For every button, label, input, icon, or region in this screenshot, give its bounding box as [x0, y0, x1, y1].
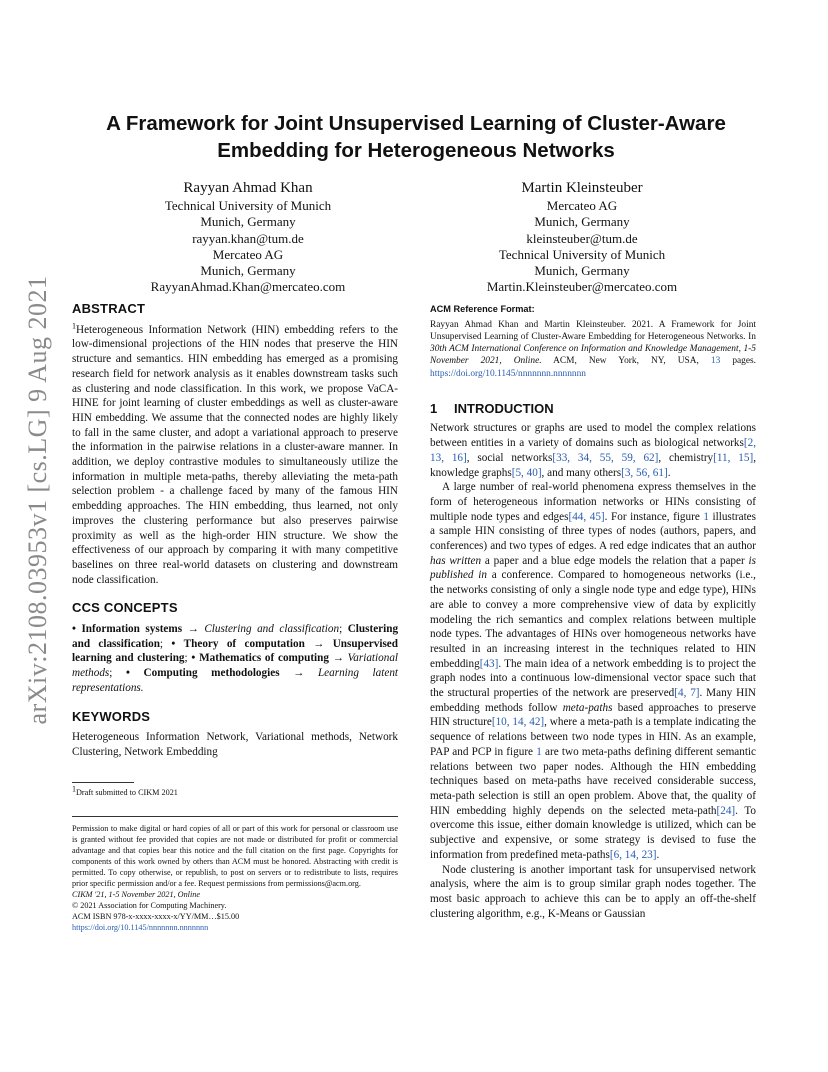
citation-link[interactable]: [10, 14, 42]: [491, 716, 545, 729]
intro-text: A large number of real-world phenomena express themselves in the form of heterogeneous information networks or HINs consisting of multiple node types and edges: [430, 481, 756, 523]
section-title: INTRODUCTION: [454, 400, 554, 416]
citation-link[interactable]: [5, 40]: [511, 466, 542, 479]
intro-text: .: [656, 848, 660, 861]
intro-text: are two meta-paths defining different semantic relations between two paper nodes. Although the HIN embedding techniques based on meta-paths have received considerable success, meta-path selection is still an open problem. Above that, the quality of HIN embedding highly depends on the selected meta-path: [430, 745, 757, 817]
intro-text: . For instance, figure: [604, 510, 704, 523]
ccs-arrow: →: [332, 652, 344, 665]
abstract-section: [72, 302, 398, 587]
emphasis-text: is published in: [430, 554, 756, 582]
ccs-concept: Clustering and classification: [204, 623, 340, 636]
permission-notice: [72, 816, 398, 933]
citation-link[interactable]: [11, 15]: [713, 451, 754, 464]
author-affiliation: Mercateo AG: [212, 246, 284, 262]
footnote-number: 1: [72, 783, 76, 793]
footnote-marker: 1: [72, 320, 76, 330]
footnote-divider: [72, 782, 134, 783]
keywords-heading: KEYWORDS: [72, 708, 151, 724]
ccs-category: Theory of computation: [183, 637, 305, 650]
intro-text: Network structures or graphs are used to model the complex relations between entities in a variety of domains such as biological networks: [430, 422, 756, 450]
intro-paragraph-2: [430, 480, 756, 862]
intro-text: illustrates a sample HIN consisting of three types of nodes (authors, papers, and conferences) and two types of edges. A red edge indicates that an author: [430, 510, 757, 553]
ccs-arrow: →: [187, 623, 199, 636]
intro-text: based approaches to preserve HIN structure: [430, 701, 756, 729]
ccs-concept-bold: Clustering and classification: [72, 623, 399, 650]
figure-ref-link[interactable]: 1: [703, 510, 709, 523]
ccs-bullet: •: [171, 637, 176, 650]
acm-reference-doi-link[interactable]: https://doi.org/10.1145/nnnnnnn.nnnnnnn: [430, 368, 586, 379]
author-block-1: [108, 178, 388, 296]
ccs-concept: Learning latent representations.: [72, 667, 399, 694]
acm-reference-heading: ACM Reference Format:: [430, 304, 535, 314]
ccs-arrow: →: [293, 667, 305, 680]
author-affiliation: Mercateo AG: [546, 198, 618, 213]
intro-text: , and many others: [541, 466, 622, 479]
author-affiliation: Technical University of Munich: [164, 198, 332, 213]
arxiv-identifier: arXiv:2108.03953v1 [cs.LG] 9 Aug 2021: [23, 275, 52, 725]
intro-text: . The main idea of a network embedding is to project the graph nodes into a continuous low-dimensional vector space such that the structural properties of the network are preserved: [430, 657, 756, 700]
emphasis-text: meta-paths: [562, 701, 613, 714]
citation-link[interactable]: [2, 13, 16]: [430, 437, 756, 464]
author-location: Munich, Germany: [200, 214, 296, 230]
ccs-category: Computing methodologies: [143, 667, 280, 680]
acm-reference-publisher: ACM, New York, NY, USA,: [541, 356, 711, 367]
author-location: Munich, Germany: [200, 263, 296, 279]
intro-text: , social networks: [466, 451, 553, 464]
figure-ref-link[interactable]: 1: [536, 745, 542, 758]
ccs-bullet: •: [191, 652, 196, 665]
citation-link[interactable]: [44, 45]: [568, 510, 605, 523]
intro-paragraph-3: Node clustering is another important task for unsupervised network analysis, where the aim is to group similar graph nodes together. The most basic approach to achieve this can be to apply an off-the-shelf clustering algorithm, e.g., K-Means or Gaussian: [430, 863, 756, 920]
keywords-section: [72, 710, 398, 760]
author-block-2: [442, 178, 722, 296]
intro-paragraph-1: [430, 421, 756, 480]
acm-reference-pages-label: pages.: [720, 356, 757, 367]
acm-reference-text: [430, 319, 756, 380]
footnote-text: Draft submitted to CIKM 2021: [76, 787, 178, 797]
ccs-concepts-section: [72, 601, 398, 695]
citation-link[interactable]: [33, 34, 55, 59, 62]: [552, 451, 659, 464]
intro-text: a conference. Compared to homogeneous networks (i.e., the networks consisting of only a single node type and edge type), HINs are able to convey a more comprehensive view of data by explicitly modeling the rich semantics and complex relations between multiple node types. The advantages of HINs over homogeneous networks have resulted in an increasing interest in the techniques related to HIN embedding: [430, 569, 756, 670]
copyright-line: © 2021 Association for Computing Machinery.: [72, 900, 227, 910]
author-name: Rayyan Ahmad Khan: [183, 180, 313, 196]
author-email: Martin.Kleinsteuber@mercateo.com: [486, 279, 678, 295]
ccs-bullet: •: [72, 623, 76, 636]
paper-title: A Framework for Joint Unsupervised Learning of Cluster-Aware Embedding for Heterogeneous Networks: [106, 112, 726, 162]
acm-reference-venue: 30th ACM International Conference on Information and Knowledge Management, 1-5 November 2021, Online.: [430, 344, 756, 367]
conference-line: CIKM '21, 1-5 November 2021, Online: [72, 889, 200, 899]
abstract-heading: ABSTRACT: [72, 301, 146, 316]
author-name: Martin Kleinsteuber: [521, 180, 643, 196]
introduction-heading: [430, 402, 756, 417]
ccs-concept: Variational methods: [72, 652, 399, 680]
acm-reference-pages[interactable]: 13: [710, 356, 721, 367]
keywords-text: Heterogeneous Information Network, Variational methods, Network Clustering, Network Embedding: [72, 731, 398, 758]
acm-reference-authors: Rayyan Ahmad Khan and Martin Kleinsteuber. 2021. A Framework for Joint Unsupervised Learning of Cluster-Aware Embedding for Heterogeneous Networks. In: [430, 319, 756, 342]
ccs-category: Mathematics of computing: [199, 652, 329, 665]
arxiv-stamp: [4, 0, 64, 1072]
intro-text: . Many HIN embedding methods follow: [430, 687, 756, 714]
right-column: [430, 302, 756, 921]
author-affiliation: Technical University of Munich: [498, 246, 666, 262]
author-email: RayyanAhmad.Khan@mercateo.com: [150, 279, 346, 295]
author-email: rayyan.khan@tum.de: [192, 230, 304, 246]
abstract-text: [72, 320, 398, 588]
section-number: 1: [430, 400, 438, 416]
citation-link[interactable]: [3, 56, 61]: [621, 466, 668, 479]
intro-text: , chemistry: [658, 451, 714, 464]
ccs-bullet: •: [126, 667, 130, 680]
ccs-concept: Unsupervised learning and clustering: [72, 637, 398, 665]
intro-text: . To overcome this issue, either domain knowledge is utilized, which can be subjective and expensive, or some strategy is devised to fuse the information from predefined meta-paths: [430, 804, 756, 861]
author-location: Munich, Germany: [534, 214, 630, 230]
author-location: Munich, Germany: [534, 263, 630, 279]
emphasis-text: has written: [430, 554, 482, 567]
intro-text: a paper and a blue edge models the relation that a paper: [481, 554, 749, 567]
citation-link[interactable]: [24]: [716, 804, 736, 817]
citation-link[interactable]: [6, 14, 23]: [609, 848, 657, 861]
abstract-body: Heterogeneous Information Network (HIN) embedding refers to the low-dimensional projections of the HIN nodes that preserve the HIN structure and semantics. HIN embedding has emerged as a promising research field for network analysis as it enables downstream tasks such as clustering and node classification. In this work, we propose VaCA-HINE for joint learning of cluster embeddings as well as cluster-aware HIN embedding. We assume that the connected nodes are highly likely to fall in the same cluster, and adopt a variational approach to preserve the information in the pairwise relations in a cluster-aware manner. In addition, we deploy contrastive modules to simultaneously utilize the information in multiple meta-paths, thereby alleviating the meta-path selection problem - a challenge faced by many of the famous HIN embedding approaches. The HIN embedding, thus learned, not only improves the clustering performance but also preserves pairwise proximity as well as the high-order HIN structure. We show the effectiveness of our approach by comparing it with many competitive baselines on three real-world datasets on clustering and downstream node classification.: [72, 323, 398, 586]
citation-link[interactable]: [4, 7]: [674, 687, 700, 700]
ccs-arrow: →: [313, 637, 325, 650]
isbn-line: ACM ISBN 978-x-xxxx-xxxx-x/YY/MM…$15.00: [72, 911, 240, 921]
ccs-text: • Information systems → Clustering and classification; Clustering and classification; • Theory of computation → Unsupervised learning and clustering; • Mathematics of computing → Variational methods; • Computing methodologies → Learning latent representations.: [72, 623, 399, 694]
intro-text: , where a meta-path is a template indicating the sequence of relations between two node types in HIN. As an example, PAP and PCP in figure: [430, 716, 756, 758]
footnote: [72, 783, 398, 798]
doi-link[interactable]: https://doi.org/10.1145/nnnnnnn.nnnnnnn: [72, 922, 209, 932]
intro-text: , knowledge graphs: [430, 451, 756, 479]
ccs-category: Information systems: [81, 623, 183, 636]
author-email: kleinsteuber@tum.de: [526, 230, 638, 246]
ccs-heading: CCS CONCEPTS: [72, 600, 178, 616]
left-column: [72, 302, 398, 933]
intro-text: .: [667, 466, 671, 479]
permission-text: Permission to make digital or hard copies of all or part of this work for personal or classroom use is granted without fee provided that copies are not made or distributed for profit or commercial advantage and that copies bear this notice and the full citation on the first page. Copyrights for components of this work owned by others than ACM must be honored. Abstracting with credit is permitted. To copy otherwise, or republish, to post on servers or to redistribute to lists, requires prior specific permission and/or a fee. Request permissions from permissions@acm.org.: [72, 823, 398, 888]
citation-link[interactable]: [43]: [479, 657, 499, 670]
